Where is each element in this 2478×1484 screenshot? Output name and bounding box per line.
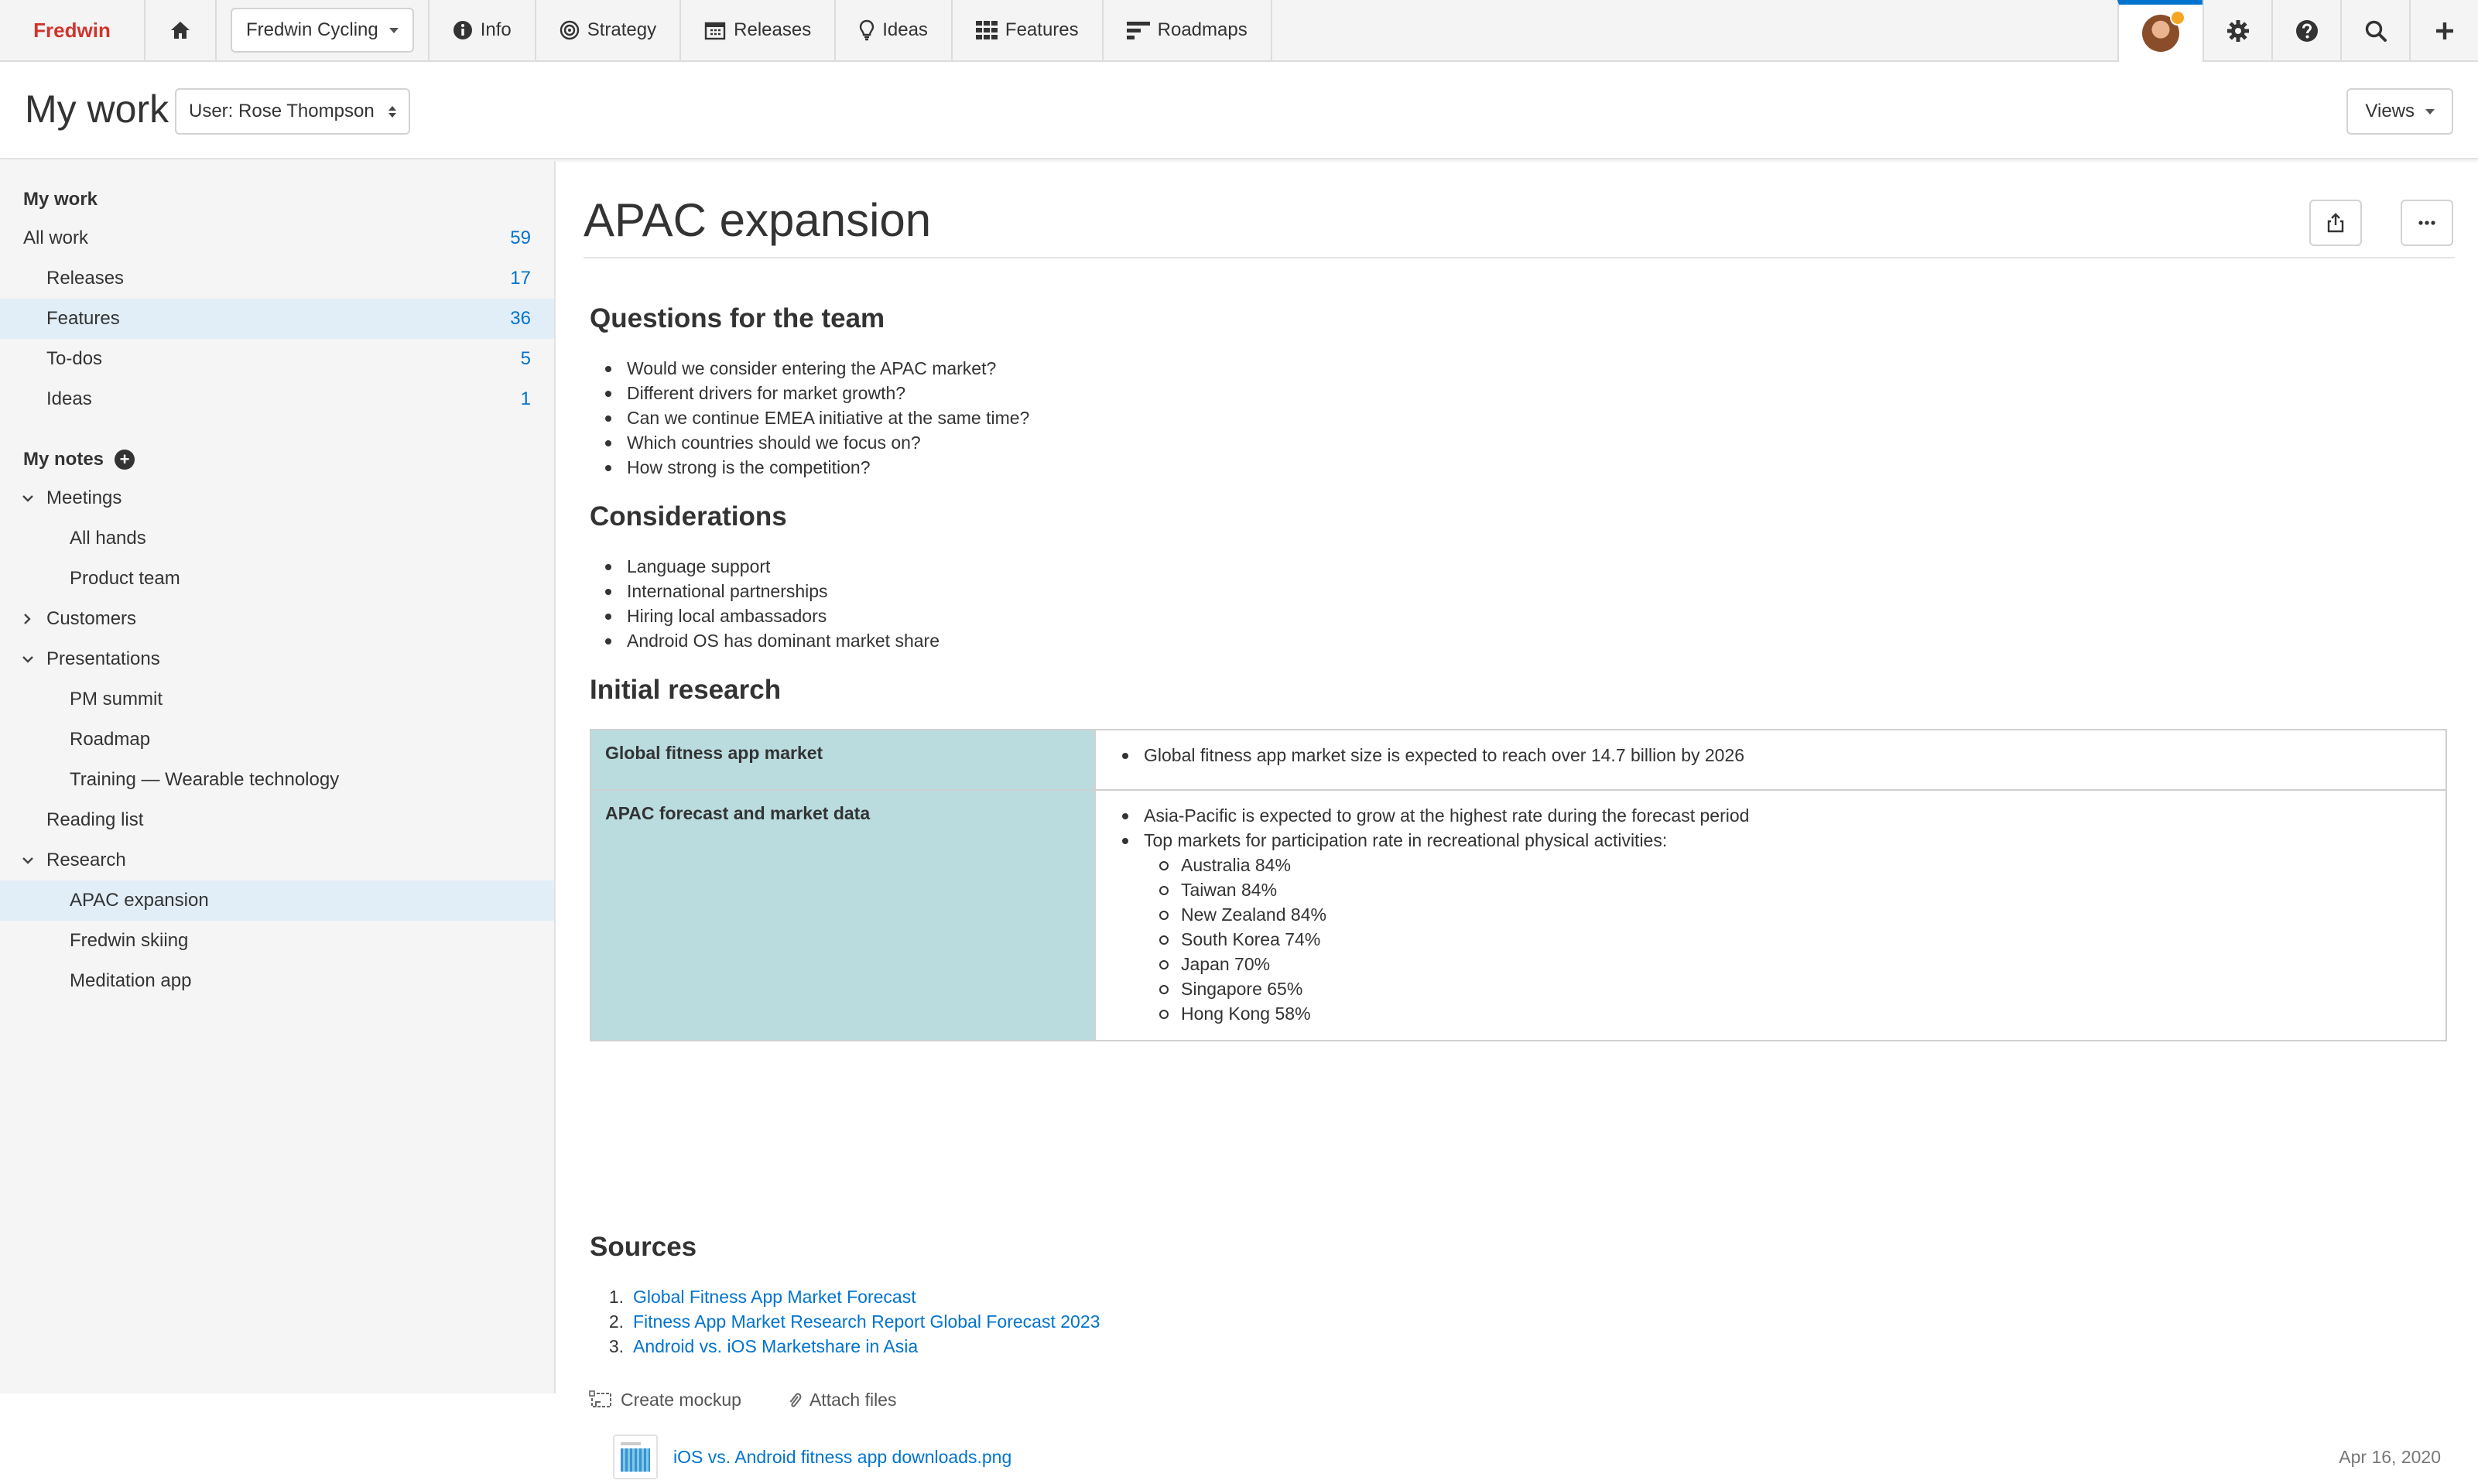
attach-files-button[interactable]: [788, 1390, 897, 1410]
list-item: International partnerships: [627, 579, 940, 604]
table-row: [590, 790, 2446, 1041]
sidebar-item-label: All work: [23, 227, 89, 248]
my-work-heading-label: My work: [23, 189, 98, 210]
share-button[interactable]: [2309, 200, 2362, 246]
table-row: [590, 730, 2446, 790]
home-button[interactable]: [145, 0, 217, 60]
more-options-button[interactable]: [2401, 200, 2453, 246]
nav-roadmaps[interactable]: [1104, 0, 1272, 60]
note-apac-expansion[interactable]: [0, 880, 554, 921]
sidebar-item-ideas[interactable]: [0, 379, 554, 419]
page-title: My work: [25, 87, 169, 131]
paperclip-icon: [788, 1391, 802, 1410]
list-number: 1.: [608, 1287, 624, 1307]
nav-strategy[interactable]: [536, 0, 681, 60]
my-work-heading: [23, 189, 98, 210]
notification-dot: [2170, 10, 2185, 26]
cell-list: [1110, 743, 2432, 768]
sidebar: [0, 161, 556, 1393]
share-icon: [2327, 213, 2344, 233]
list-item: [1144, 828, 2432, 1026]
nav-ideas-label: Ideas: [882, 19, 928, 40]
sidebar-item-label: Features: [46, 308, 120, 329]
research-table: [590, 729, 2447, 1041]
views-label: Views: [2365, 101, 2415, 121]
sub-list-item: Japan 70%: [1181, 952, 2432, 976]
note-label: Fredwin skiing: [70, 930, 189, 951]
source-link[interactable]: Global Fitness App Market Forecast: [633, 1287, 916, 1307]
top-nav: [0, 0, 2478, 62]
list-number: 3.: [608, 1336, 624, 1356]
add-note-icon[interactable]: +: [115, 450, 135, 470]
my-notes-heading-label: My notes: [23, 449, 104, 470]
note-reading-list[interactable]: [0, 800, 554, 840]
note-pm-summit[interactable]: [0, 679, 554, 720]
mockup-icon: [590, 1391, 613, 1410]
sidebar-item-label: Ideas: [46, 388, 92, 409]
sidebar-item-features[interactable]: [0, 299, 554, 339]
attachment-link[interactable]: iOS vs. Android fitness app downloads.png: [673, 1446, 1012, 1467]
nav-right-group: [2117, 0, 2478, 62]
list-item: [605, 1334, 1100, 1359]
image-thumbnail[interactable]: [613, 1434, 658, 1479]
note-label: Meetings: [46, 487, 122, 508]
sub-list-item: Singapore 65%: [1181, 976, 2432, 1001]
list-item: Language support: [627, 554, 940, 579]
note-editor: [557, 161, 2478, 1467]
sub-list-item: South Korea 74%: [1181, 927, 2432, 952]
note-label: All hands: [70, 528, 146, 549]
sort-arrows-icon: [388, 106, 396, 118]
user-select[interactable]: [175, 88, 410, 135]
nav-info-label: Info: [480, 19, 512, 40]
page-header: [0, 63, 2478, 159]
sub-list-item: Hong Kong 58%: [1181, 1001, 2432, 1026]
list-item: Asia-Pacific is expected to grow at the highest rate during the forecast period: [1144, 803, 2432, 828]
note-research[interactable]: [0, 840, 554, 880]
caret-down-icon: [2425, 109, 2435, 115]
chevron-down-icon[interactable]: [22, 857, 34, 864]
note-all-hands[interactable]: [0, 518, 554, 559]
note-label: Training — Wearable technology: [70, 769, 340, 790]
nav-releases[interactable]: [681, 0, 836, 60]
settings-button[interactable]: [2202, 0, 2271, 62]
note-meetings[interactable]: [0, 478, 554, 518]
my-notes-heading: [23, 449, 135, 470]
note-label: Presentations: [46, 648, 160, 669]
sources-heading: Sources: [590, 1232, 697, 1262]
list-item: Can we continue EMEA initiative at the same time?: [627, 405, 1029, 430]
note-roadmap[interactable]: [0, 720, 554, 760]
list-item: Which countries should we focus on?: [627, 430, 1029, 455]
note-product-team[interactable]: [0, 559, 554, 599]
sub-list-item: New Zealand 84%: [1181, 902, 2432, 927]
count-badge: 17: [510, 268, 531, 289]
note-label: Customers: [46, 608, 137, 629]
table-cell-content[interactable]: [1095, 730, 2446, 790]
count-badge: 59: [510, 227, 531, 248]
attach-files-label: Attach files: [809, 1390, 897, 1410]
list-item-text: Top markets for participation rate in recreational physical activities:: [1144, 830, 1668, 850]
plus-icon: [2435, 21, 2455, 41]
questions-heading: Questions for the team: [590, 303, 885, 333]
considerations-list: [627, 554, 940, 653]
chevron-right-icon[interactable]: [23, 613, 31, 625]
target-icon: [560, 20, 580, 40]
cell-list: [1110, 803, 2432, 1026]
markets-list: [1144, 853, 2432, 1026]
info-icon: [453, 20, 473, 40]
source-link[interactable]: Fitness App Market Research Report Global Forecast 2023: [633, 1311, 1100, 1332]
note-fredwin-skiing[interactable]: [0, 921, 554, 961]
note-label: Roadmap: [70, 729, 151, 750]
nav-strategy-label: Strategy: [587, 19, 657, 40]
list-item: Different drivers for market growth?: [627, 381, 1029, 405]
note-title[interactable]: APAC expansion: [584, 194, 932, 246]
nav-features[interactable]: [953, 0, 1104, 60]
list-item: Would we consider entering the APAC market?: [627, 356, 1029, 381]
note-label: Product team: [70, 568, 180, 589]
search-button[interactable]: [2340, 0, 2409, 62]
add-button[interactable]: [2409, 0, 2478, 62]
list-item: How strong is the competition?: [627, 455, 1029, 480]
home-icon: [169, 20, 191, 40]
note-label: Meditation app: [70, 970, 192, 991]
workspace-label: Fredwin Cycling: [246, 19, 378, 40]
chevron-down-icon[interactable]: [22, 655, 34, 663]
sub-list-item: Taiwan 84%: [1181, 877, 2432, 902]
sub-list-item: Australia 84%: [1181, 853, 2432, 877]
nav-features-label: Features: [1005, 19, 1079, 40]
attachment-date: Apr 16, 2020: [2339, 1446, 2441, 1467]
lightbulb-icon: [859, 19, 874, 41]
sidebar-item-todos[interactable]: [0, 339, 554, 379]
note-customers[interactable]: [0, 599, 554, 639]
caret-down-icon: [389, 28, 399, 33]
title-divider: [584, 257, 2455, 258]
sidebar-item-releases[interactable]: [0, 258, 554, 299]
create-mockup-label: Create mockup: [621, 1390, 741, 1410]
note-label: Reading list: [46, 809, 144, 830]
note-label: APAC expansion: [70, 890, 209, 911]
workspace-selector[interactable]: [231, 8, 414, 53]
list-item: Hiring local ambassadors: [627, 604, 940, 628]
count-badge: 36: [510, 308, 531, 329]
views-button[interactable]: [2346, 88, 2453, 135]
nav-info[interactable]: [430, 0, 536, 60]
list-number: 2.: [608, 1311, 624, 1332]
sidebar-item-all-work[interactable]: [0, 218, 554, 258]
user-menu[interactable]: [2117, 0, 2202, 62]
table-cell-label[interactable]: APAC forecast and market data: [590, 790, 1095, 1041]
considerations-heading: Considerations: [590, 501, 787, 532]
table-cell-label[interactable]: Global fitness app market: [590, 730, 1095, 790]
user-select-label: User: Rose Thompson: [189, 101, 375, 121]
gear-icon: [2226, 19, 2250, 43]
brand-logo[interactable]: Fredwin: [0, 0, 145, 60]
attachment-row[interactable]: [613, 1430, 2441, 1484]
sidebar-item-label: To-dos: [46, 348, 103, 369]
create-mockup-button[interactable]: [590, 1390, 741, 1410]
count-badge: 5: [520, 348, 531, 369]
count-badge: 1: [520, 388, 531, 409]
list-item: Android OS has dominant market share: [627, 628, 940, 653]
nav-releases-label: Releases: [734, 19, 812, 40]
chevron-down-icon[interactable]: [22, 494, 34, 502]
search-icon: [2364, 19, 2387, 43]
table-cell-content[interactable]: [1095, 790, 2446, 1041]
note-label: Research: [46, 850, 126, 870]
ellipsis-icon: [2418, 221, 2435, 225]
nav-roadmaps-label: Roadmaps: [1157, 19, 1248, 40]
roadmap-icon: [1127, 21, 1150, 39]
note-meditation-app[interactable]: [0, 961, 554, 1001]
help-icon: [2295, 19, 2319, 43]
list-item: Global fitness app market size is expected to reach over 14.7 billion by 2026: [1144, 743, 2432, 768]
source-link[interactable]: Android vs. iOS Marketshare in Asia: [633, 1336, 919, 1356]
workspace-cell: [217, 0, 430, 60]
sidebar-item-label: Releases: [46, 268, 125, 289]
grid-icon: [976, 21, 998, 39]
avatar: [2142, 15, 2179, 52]
nav-ideas[interactable]: [836, 0, 953, 60]
sources-list: [605, 1284, 1100, 1359]
help-button[interactable]: [2271, 0, 2340, 62]
list-item: [605, 1284, 1100, 1309]
list-item: [605, 1309, 1100, 1334]
research-heading: Initial research: [590, 675, 782, 705]
questions-list: [627, 356, 1029, 480]
note-label: PM summit: [70, 689, 163, 710]
note-presentations[interactable]: [0, 639, 554, 679]
note-training[interactable]: [0, 760, 554, 800]
calendar-icon: [704, 20, 726, 40]
note-actions: [590, 1390, 896, 1410]
